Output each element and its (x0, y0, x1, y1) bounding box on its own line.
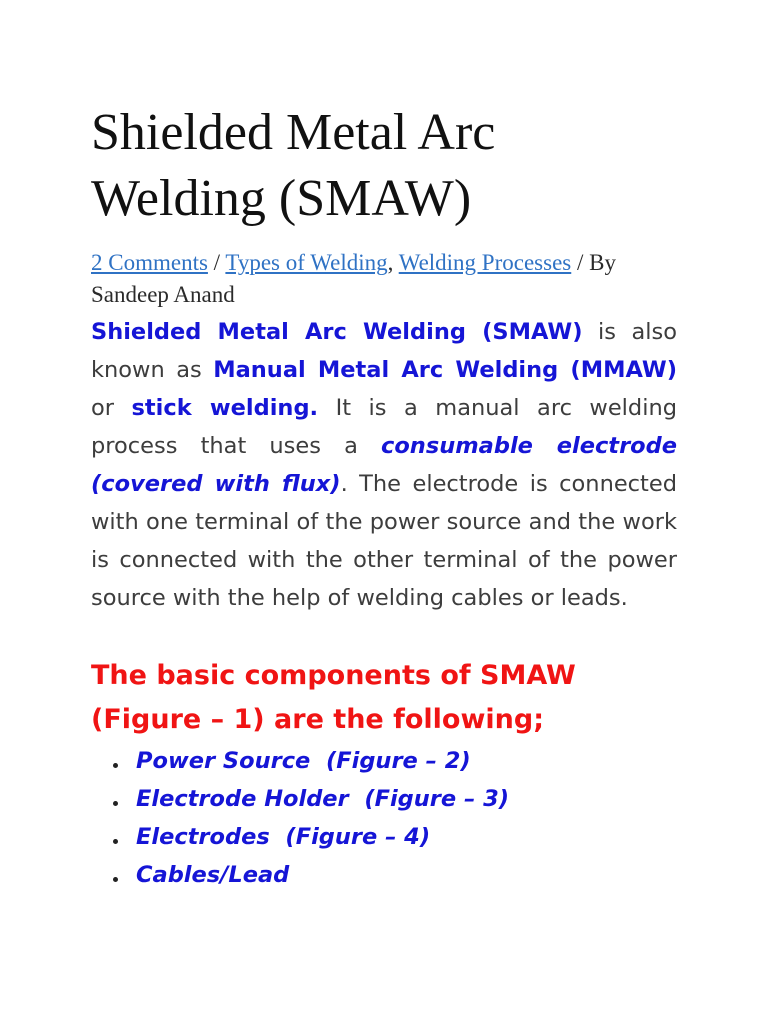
term-stick-welding: stick welding. (131, 395, 319, 421)
comments-link[interactable]: 2 Comments (91, 250, 208, 275)
category-link-welding-processes[interactable]: Welding Processes (398, 250, 572, 275)
list-item (113, 856, 509, 894)
post-meta (91, 247, 677, 311)
list-item-label: Cables/Lead (136, 862, 290, 888)
bullet-icon (113, 801, 118, 806)
list-item (113, 818, 509, 856)
paragraph-text: or (91, 395, 132, 421)
list-item (113, 742, 509, 780)
list-item (113, 780, 509, 818)
components-list (113, 742, 509, 894)
meta-separator: / (571, 250, 590, 275)
paragraph-text: It is a manual arc welding process that uses a (91, 395, 678, 459)
bullet-icon (113, 839, 118, 844)
article-title: Shielded Metal Arc Welding (SMAW) (91, 104, 496, 227)
list-item-label: Electrode Holder (Figure – 3) (136, 786, 510, 812)
list-item-label: Power Source (Figure – 2) (136, 748, 471, 774)
meta-comma: , (387, 250, 399, 275)
list-item-label: Electrodes (Figure – 4) (136, 824, 431, 850)
paragraph-text: . The electrode is connected with one terminal of the power source and the work is connected with the other terminal of the power source with the help of welding cables or leads. (91, 471, 677, 611)
components-heading: The basic components of SMAW (Figure – 1) are the following; (91, 660, 576, 735)
bullet-icon (113, 763, 118, 768)
paragraph-text: is also known as (91, 319, 677, 383)
meta-separator: / (207, 250, 226, 275)
category-link-types-of-welding[interactable]: Types of Welding (225, 250, 388, 275)
bullet-icon (113, 877, 118, 882)
term-consumable-electrode: consumable electrode (covered with flux) (91, 433, 677, 497)
author-byline: By Sandeep Anand (91, 250, 616, 307)
intro-paragraph (91, 313, 677, 617)
term-mmaw: Manual Metal Arc Welding (MMAW) (213, 357, 677, 383)
term-smaw: Shielded Metal Arc Welding (SMAW) (91, 319, 583, 345)
